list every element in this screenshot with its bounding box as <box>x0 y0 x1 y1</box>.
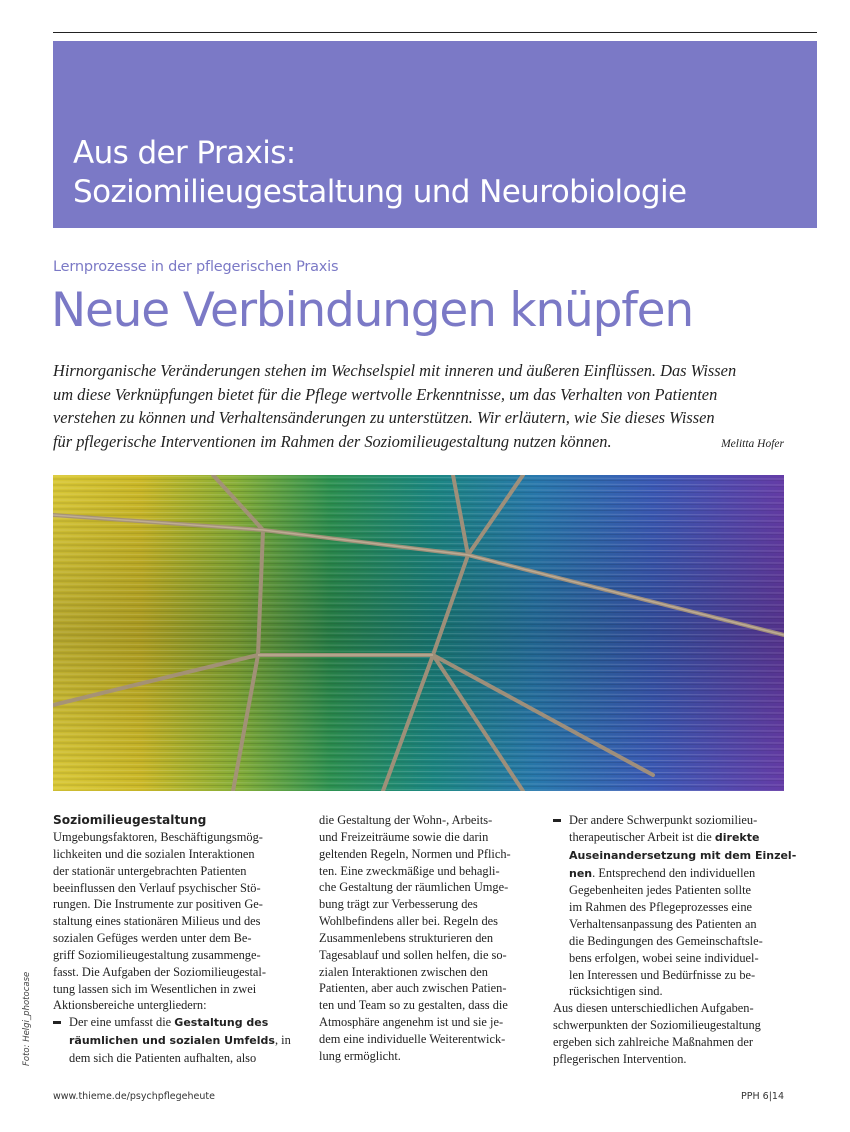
text-line: fasst. Die Aufgaben der Soziomilieugestal- <box>53 964 266 979</box>
bullet-line <box>553 865 785 883</box>
text-line: lung ermöglicht. <box>319 1048 401 1063</box>
text-line: che Gestaltung der räumlichen Umge- <box>319 880 509 895</box>
bullet-line: Verhaltensanpassung des Patienten an <box>569 917 757 932</box>
text-line: pflegerischen Intervention. <box>553 1051 687 1066</box>
text-line: zialen Interaktionen zwischen den <box>319 964 488 979</box>
lead-paragraph <box>53 359 793 453</box>
body-column-2 <box>319 812 551 1065</box>
bullet-line: Gegebenheiten jedes Patienten sollte <box>569 883 752 898</box>
text-line: rungen. Die Instrumente zur positiven Ge- <box>53 897 263 912</box>
bullet-line: die Bedingungen des Gemeinschaftsle- <box>569 933 763 948</box>
text-line: geltenden Regeln, Normen und Pflich- <box>319 846 511 861</box>
lead-line: Hirnorganische Veränderungen stehen im Wechselspiel mit inneren und äußeren Einflüssen. Das Wissen <box>53 361 737 380</box>
text-line: der stationär untergebrachten Patienten <box>53 863 247 878</box>
text-span: Der andere Schwerpunkt soziomilieu- <box>569 813 758 827</box>
text-line: Patienten, aber auch zwischen Patien- <box>319 981 507 996</box>
top-rule <box>53 32 817 33</box>
lead-line: für pflegerische Interventionen im Rahmen der Soziomilieugestaltung nutzen können. <box>53 431 612 451</box>
text-line: beeinflussen den Verlauf psychischer Stö- <box>53 880 261 895</box>
bullet-dash-icon <box>53 1014 69 1031</box>
banner-title-line-2: Soziomilieugestaltung und Neurobiologie <box>73 174 687 210</box>
bold-span: direkte <box>714 830 760 844</box>
bold-span: nen <box>569 866 593 880</box>
bullet-line: dem sich die Patienten aufhalten, also <box>69 1050 257 1065</box>
text-line: ergeben sich zahlreiche Maßnahmen der <box>553 1034 753 1049</box>
text-line: schwerpunkten der Soziomilieugestaltung <box>553 1018 761 1033</box>
kicker: Lernprozesse in der pflegerischen Praxis <box>53 259 339 275</box>
text-line: die Gestaltung der Wohn-, Arbeits- <box>319 813 493 827</box>
text-line: ten und Team so zu gestalten, dass die <box>319 998 508 1013</box>
yarn-photo-image <box>53 475 784 791</box>
photo-credit: Foto: Helgi_photocase <box>22 971 32 1066</box>
body-column-1 <box>53 812 291 1067</box>
bold-span: Auseinandersetzung mit dem Einzel- <box>569 848 797 862</box>
bullet-line <box>553 829 785 847</box>
bullet-line <box>53 1014 285 1032</box>
lead-line: verstehen zu können und Verhaltensänderungen zu unterstützen. Wir erläutern, wie Sie dieses Wissen <box>53 408 715 428</box>
text-span: therapeutischer Arbeit ist die <box>569 829 715 844</box>
bullet-line <box>553 812 785 829</box>
text-line: ten. Eine zweckmäßige und behagli- <box>319 863 500 878</box>
bullet-line: rücksichtigen sind. <box>569 984 663 999</box>
text-line: Umgebungsfaktoren, Beschäftigungsmög- <box>53 830 263 844</box>
bold-span: räumlichen und sozialen Umfelds <box>69 1034 275 1048</box>
bullet-line: im Rahmen des Pflegeprozesses eine <box>569 900 753 915</box>
bullet-dash-icon <box>553 812 569 829</box>
footer-url[interactable]: www.thieme.de/psychpflegeheute <box>53 1091 215 1102</box>
subheading: Soziomilieugestaltung <box>53 813 207 827</box>
text-line: Aus diesen unterschiedlichen Aufgaben- <box>553 1001 754 1016</box>
yarn-photo <box>53 475 784 791</box>
text-line: Aktionsbereiche untergliedern: <box>53 998 207 1013</box>
lead-line: um diese Verknüpfungen bietet für die Pflege wertvolle Erkenntnisse, um das Verhalten von Patienten <box>53 384 718 404</box>
text-span: . Entsprechend den individuellen <box>592 865 756 880</box>
banner-title-line-1: Aus der Praxis: <box>73 135 296 171</box>
text-line: bung trägt zur Verbesserung des <box>319 897 478 912</box>
text-line: und Freizeiträume sowie die darin <box>319 829 489 844</box>
page-number: PPH 6|14 <box>741 1091 784 1102</box>
text-span: , in <box>274 1033 291 1048</box>
bold-span: Gestaltung des <box>174 1016 269 1030</box>
text-line: Zusammenlebens strukturieren den <box>319 930 494 945</box>
text-line: lichkeiten und die sozialen Interaktionen <box>53 846 255 861</box>
text-line: Wohlbefindens aller bei. Regeln des <box>319 914 498 929</box>
text-span: Der eine umfasst die <box>69 1015 175 1030</box>
text-line: staltung eines stationären Milieus und des <box>53 914 261 929</box>
bullet-line: len Interessen und Bedürfnisse zu be- <box>569 967 756 982</box>
bullet-line: bens erfolgen, wobei seine individuel- <box>569 950 759 965</box>
text-line: sozialen Gefüges werden unter dem Be- <box>53 931 252 946</box>
text-line: Tagesablauf und sollen helfen, die so- <box>319 947 507 962</box>
body-column-3 <box>553 812 797 1068</box>
author-name: Melitta Hofer <box>721 438 784 450</box>
bullet-line <box>53 1032 291 1050</box>
text-line: tung lassen sich im Wesentlichen in zwei <box>53 981 257 996</box>
text-line: dem eine individuelle Weiterentwick- <box>319 1031 506 1046</box>
text-line: Atmosphäre angenehm ist und sie je- <box>319 1015 504 1030</box>
article-headline: Neue Verbindungen knüpfen <box>51 283 693 338</box>
section-banner <box>53 41 817 228</box>
text-line: griff Soziomilieugestaltung zusammenge- <box>53 947 261 962</box>
bullet-line <box>553 847 797 865</box>
